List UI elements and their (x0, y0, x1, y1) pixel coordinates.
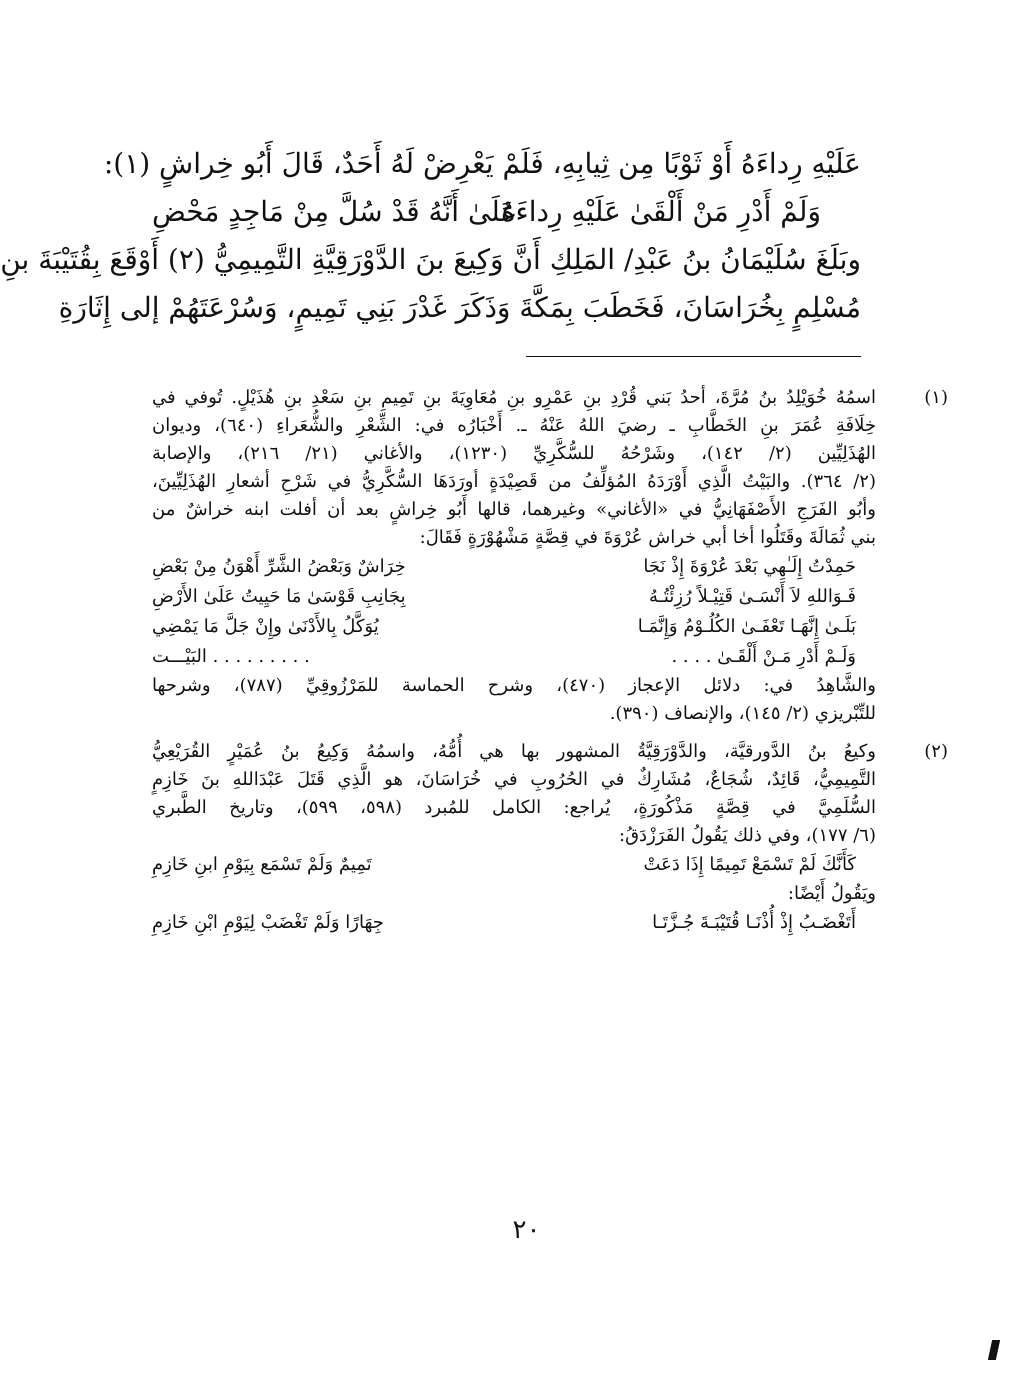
footnote-line: السُّلَمِيَّ في قِصَّةٍ مَذْكُورَةٍ، يُراجع: الكامل للمُبرد (٥٩٨، ٥٩٩)، وتاريخ الطَّبري (152, 797, 876, 818)
footnote-number: (٢) (924, 741, 948, 762)
page-number: ٢٠ (512, 1215, 541, 1245)
footnote-line: ويَقُولُ أَيْضًا: (787, 883, 876, 904)
footnote-number: (١) (924, 387, 948, 408)
footnote-line: اسمُهُ خُوَيْلِدُ بنُ مُرَّةَ، أحدُ بَني قُرْدِ بنِ عَمْرِو بنِ مُعَاوِيَةَ بنِ تَمِيمِ بنِ سَعْدِ بنِ هُذَيْلٍ. تُوفي في (152, 387, 876, 408)
main-verse (152, 188, 861, 236)
footnote-line: والشَّاهِدُ في: دلائل الإعجاز (٤٧٠)، وشرح الحماسة للمَرْزُوقِيِّ (٧٨٧)، وشرحها (152, 675, 876, 696)
verse-first-hemistich: كَأَنَّكَ لَمْ تَسْمَعْ تَمِيمًا إِذَا دَعَتْ (643, 854, 856, 875)
footnote-line: وأبُو الفَرَجِ الأَصْفَهَانِيُّ في «الأغاني» وغيرهما، قالها أَبُو خِراشٍ بعد أن أفلت ابنه خراشٌ من (152, 499, 876, 520)
verse-first-hemistich: بَلَـىٰ إِنَّهَـا تَعْفَـىٰ الكُلُـوْمُ وَإِنَّمَـا (637, 616, 856, 637)
footnote-verse (152, 908, 876, 938)
verse-first-hemistich: أَتَغْضَـبُ إِذْ أُذْنَـا قُتَيْبَـةَ جُـزَّتَـا (652, 912, 856, 933)
verse-second-hemistich: يُوَكَّلُ بِالأَدْنَىٰ وإِنْ جَلَّ مَا يَمْضِي (152, 616, 379, 637)
footnote-line: بني ثُمَالَةَ وقَتَلُوا أخا أبي خراش عُرْوَةَ في قِصَّةٍ مَشْهُوْرَةٍ فَقَالَ: (419, 527, 876, 548)
footnote-1 (152, 384, 948, 728)
footnote-line: خِلَافَةِ عُمَرَ بنِ الخَطَّابِ ـ رضيَ اللهُ عَنْهُ ـ. أَخْبَارُه في: الشِّعْرِ والشُّعَراءِ (٦٤٠)، وديوان (152, 415, 877, 436)
verse-second-hemistich: تَمِيمٌ وَلَمْ تَسْمَع بِيَوْمِ ابنِ خَازِمِ (152, 854, 372, 875)
verse-second-hemistich: بِجَانِبِ قَوْسَىٰ مَا حَيِيتُ عَلَىٰ الأَرْضِ (152, 586, 406, 607)
verse-second-hemistich: عَلَىٰ أَنَّهُ قَدْ سُلَّ مِنْ مَاجِدٍ مَحْضِ (152, 195, 518, 228)
footnote-line: الهُذَلِيِّين (٢/ ١٤٢)، وشَرْحُهُ للسُّكَّرِيِّ (١٢٣٠)، والأغاني (٢١/ ٢١٦)، والإصابة (152, 443, 876, 464)
footnote-line: (٢/ ٣٦٤). والبَيْتُ الَّذِي أَوْرَدَهُ المُؤلِّفُ من قَصِيْدَةٍ أورَدَهَا السُّكَّرِيُّ في شَرْحِ أشعارِ الهُذَلِيِّينَ، (152, 471, 876, 492)
footnote-line: (٦/ ١٧٧)، وفي ذلك يَقُولُ الفَرَزْدَقُ: (619, 825, 876, 846)
verse-first-hemistich: وَلَمْ أَدْرِ مَنْ أَلْقَىٰ عَلَيْهِ رِداءَهُ (500, 195, 821, 228)
footnote-verse (152, 850, 876, 880)
footnote-line: التَّمِيمِيُّ، قَائِدٌ، شُجَاعٌ، مُشَارِكٌ في الحُرُوبِ في خُرَاسَانَ، هو الَّذِي قَتَلَ عَبْدَاللهِ بنَ خَازِمٍ (152, 769, 876, 790)
main-text-block (0, 140, 861, 332)
footnote-verse (152, 612, 876, 642)
scan-edge-mark (988, 1340, 1000, 1360)
footnote-verse (152, 582, 876, 612)
verse-second-hemistich: خِرَاشٌ وَبَعْضُ الشَّرِّ أَهْوَنُ مِنْ بَعْضِ (152, 556, 406, 577)
main-text-line: وبَلَغَ سُلَيْمَانُ بنُ عَبْدِ/ المَلِكِ أَنَّ وَكِيعَ بنَ الدَّوْرَقِيَّةِ التَّمِيمِيُّ (٢) أَوْقَعَ بِقُتَيْبَةَ بنِ (0, 243, 861, 276)
footnote-line: للتِّبْريزي (٢/ ١٤٥)، والإنصاف (٣٩٠). (609, 703, 876, 724)
verse-second-hemistich: . . . . . . . . . البَيْـــت (152, 646, 310, 667)
main-text-line: عَلَيْهِ رِداءَهُ أَوْ ثَوْبًا مِن ثِيابِهِ، فَلَمْ يَعْرِضْ لَهُ أَحَدٌ، قَالَ أَبُو خِراشٍ (١): (103, 147, 861, 180)
verse-first-hemistich: فَـوَاللهِ لاَ أَنْسَـىٰ قَتِيْـلاً رُزِئْتُـهُ (649, 586, 856, 607)
footnotes (152, 384, 948, 938)
footnote-separator (526, 356, 861, 357)
main-text-line: مُسْلِمٍ بِخُرَاسَانَ، فَخَطَبَ بِمَكَّةَ وَذَكَرَ غَدْرَ بَنِي تَمِيمٍ، وَسُرْعَتَهُمْ إلى إِثَارَةِ (58, 291, 861, 324)
verse-first-hemistich: حَمِدْتُ إِلَـٰهِي بَعْدَ عُرْوَةَ إِذْ نَجَا (643, 556, 856, 577)
verse-first-hemistich: وَلَـمْ أَدْرِ مَـنْ أَلْقَـىٰ . . . . (671, 646, 856, 667)
verse-second-hemistich: جِهَارًا وَلَمْ تَغْضَبْ لِيَوْمِ ابْنِ خَازِمِ (152, 912, 384, 933)
footnote-2 (152, 738, 948, 938)
footnote-verse (152, 552, 876, 582)
footnote-line: وكيعُ بنُ الدَّورقيَّة، والدَّوْرَقِيَّةُ المشهور بها هي أُمُّهُ، واسمُهُ وَكِيعُ بنُ عُمَيْرٍ القُرَيْعِيُّ (152, 741, 876, 762)
footnote-verse (152, 642, 876, 672)
